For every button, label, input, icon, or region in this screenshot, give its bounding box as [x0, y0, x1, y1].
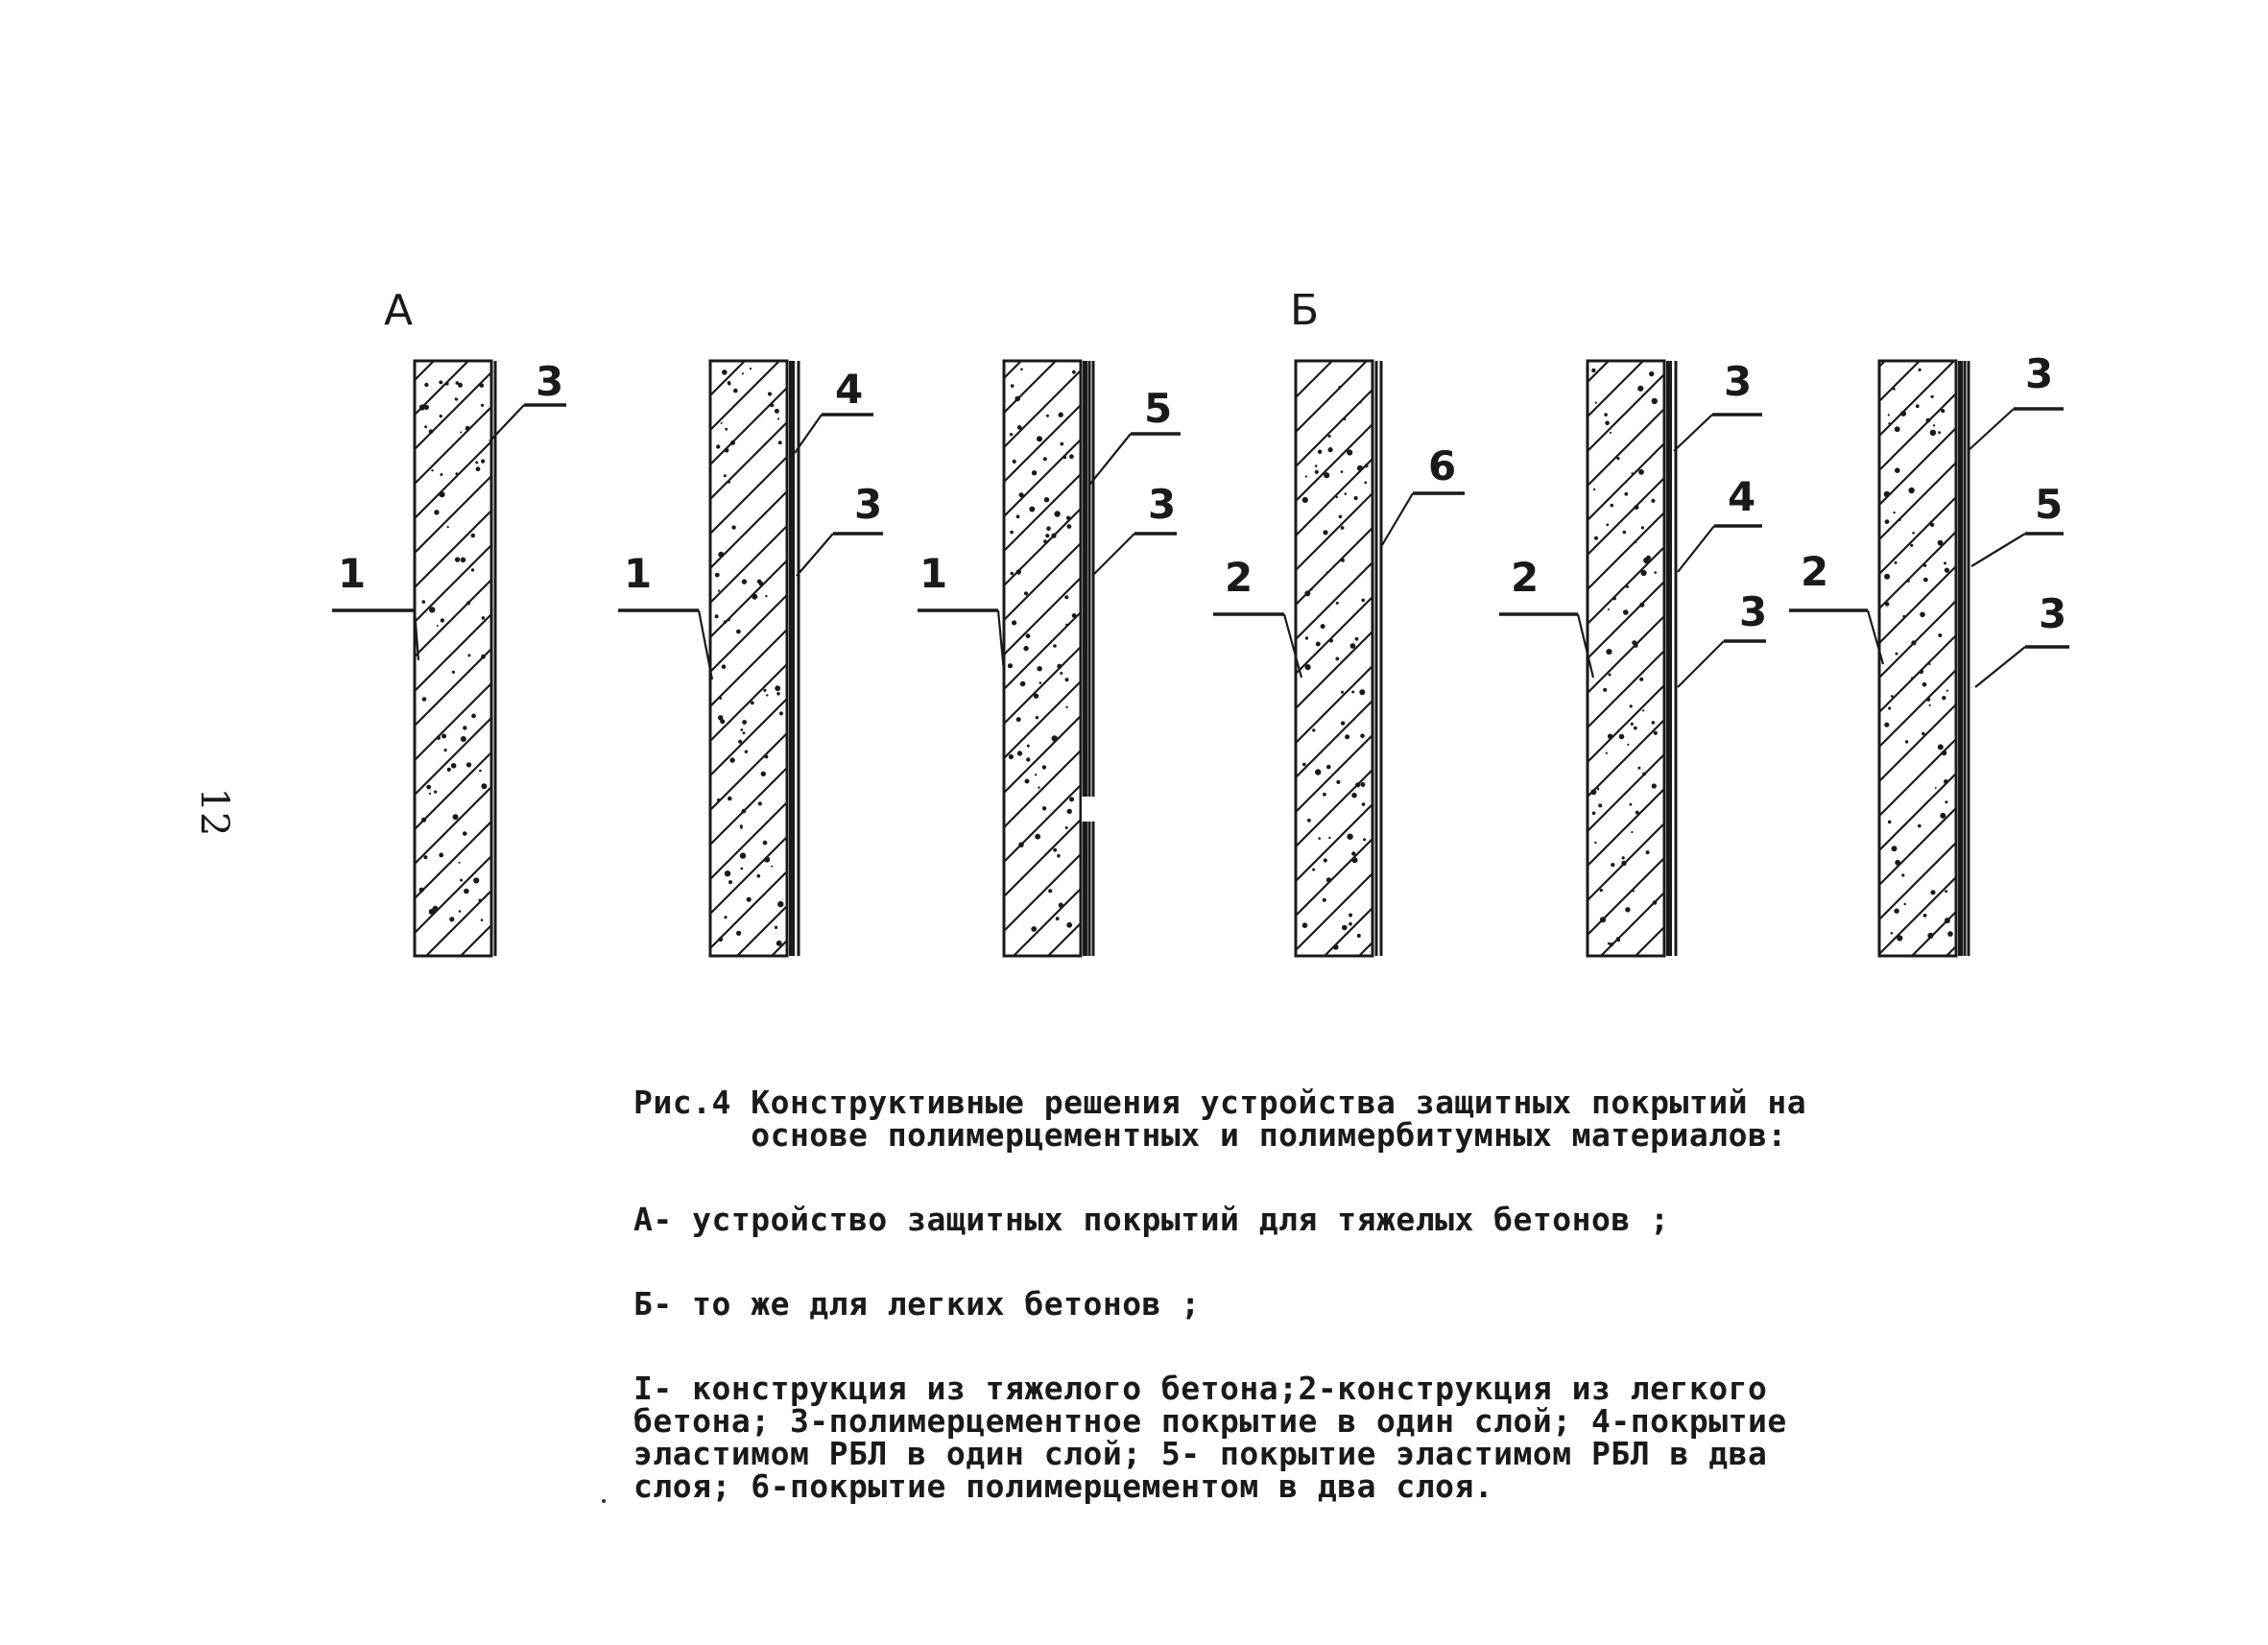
callout-p2-3	[797, 481, 883, 576]
callout-p1-2	[489, 358, 566, 441]
callout-label: 3	[1739, 588, 1768, 635]
callout-label: 6	[1428, 442, 1457, 489]
callout-label: 4	[1728, 473, 1756, 520]
callout-label: 5	[1144, 385, 1173, 432]
callout-label: 3	[1724, 358, 1753, 405]
caption-line-a: А- устройство защитных покрытий для тяжелых бетонов ;	[633, 1201, 1670, 1238]
figure-caption	[633, 1054, 2150, 1536]
caption-legend: I- конструкция из тяжелого бетона;2-конструкция из легкого бетона; 3-полимерцементное покрытие в один слой; 4-покрытие эластимом РБЛ в один слой; 5- покрытие эластимом РБЛ в два слоя; 6-покрытие полимерцементом в два слоя.	[633, 1370, 1787, 1505]
callout-p3-1	[918, 550, 1004, 672]
wall-section-2	[710, 361, 799, 956]
callout-p5-4	[1678, 588, 1767, 687]
group-label-a: А	[384, 286, 414, 335]
wall-section-5	[1588, 361, 1676, 956]
callout-p5-3	[1678, 473, 1762, 572]
wall-section-4	[1296, 361, 1381, 956]
callout-p2-1	[618, 550, 712, 679]
callout-label: 3	[2025, 350, 2054, 397]
callout-label: 3	[854, 481, 883, 528]
callout-label: 3	[536, 358, 564, 405]
callout-label: 4	[835, 366, 864, 413]
callout-label: 1	[919, 550, 948, 597]
callout-p2-2	[795, 366, 873, 453]
caption-line-b: Б- то же для легких бетонов ;	[633, 1285, 1201, 1323]
wall-section-6	[1879, 361, 1969, 956]
callout-label: 5	[2035, 481, 2064, 528]
wall-section-3	[1004, 361, 1097, 956]
caption-title: Рис.4 Конструктивные решения устройства защитных покрытий на основе полимерцементных и полимербитумных материалов:	[633, 1084, 1807, 1154]
stray-dot	[602, 1499, 606, 1503]
callout-p4-2	[1382, 442, 1465, 545]
callout-label: 3	[2039, 590, 2067, 637]
callout-p5-2	[1674, 358, 1762, 451]
callout-label: 3	[1148, 481, 1177, 528]
callout-p6-1	[1789, 548, 1883, 664]
callout-label: 2	[1801, 548, 1829, 595]
callout-p6-4	[1975, 590, 2069, 687]
page-number: 12	[192, 787, 236, 837]
callout-p1-1	[332, 550, 418, 660]
callout-label: 2	[1225, 554, 1253, 601]
callout-p4-1	[1213, 554, 1301, 678]
callout-p6-3	[1971, 481, 2064, 566]
callout-label: 2	[1511, 554, 1540, 601]
callout-p5-1	[1499, 554, 1593, 678]
wall-section-1	[415, 361, 495, 956]
callout-label: 1	[338, 550, 367, 597]
callout-p6-2	[1968, 350, 2064, 451]
callout-label: 1	[624, 550, 653, 597]
callout-p3-3	[1092, 481, 1177, 576]
callout-p3-2	[1090, 385, 1181, 484]
group-label-b: Б	[1290, 286, 1320, 335]
